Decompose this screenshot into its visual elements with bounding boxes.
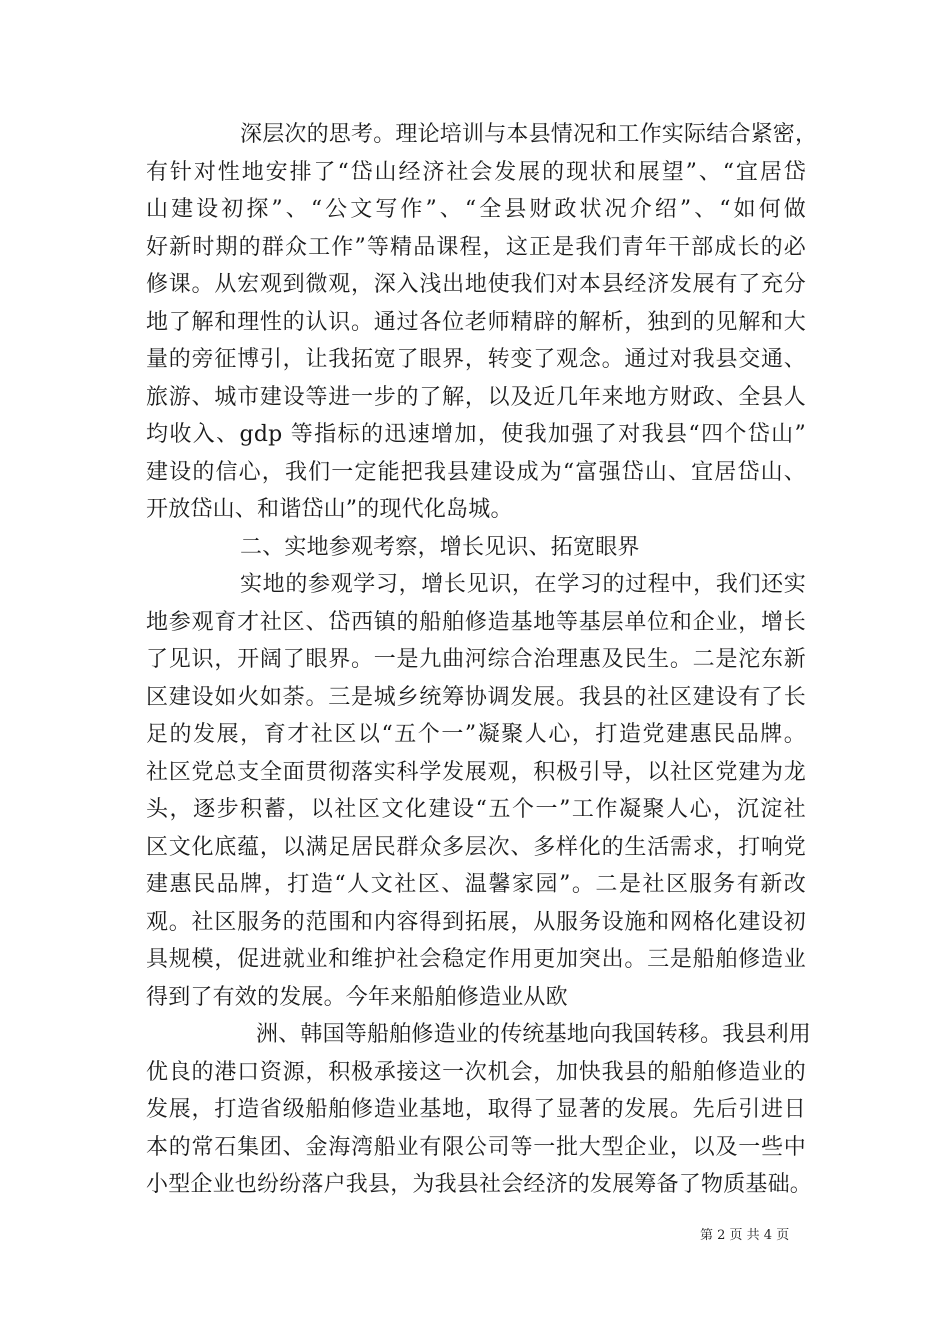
- text-line: 优良的港口资源，积极承接这一次机会，加快我县的船舶修造业的: [146, 1060, 806, 1085]
- text-line: 区文化底蕴，以满足居民群众多层次、多样化的生活需求，打响党: [146, 835, 806, 860]
- text-line: 小型企业也纷纷落户我县，为我县社会经济的发展筹备了物质基础。: [146, 1172, 813, 1197]
- text-line: 建惠民品牌，打造“人文社区、温馨家园”。二是社区服务有新改: [146, 872, 806, 897]
- text-line: 均收入、gdp 等指标的迅速增加，使我加强了对我县“四个岱山”: [146, 422, 806, 447]
- text-line: 好新时期的群众工作”等精品课程，这正是我们青年干部成长的必: [146, 235, 806, 260]
- text-line: 地了解和理性的认识。通过各位老师精辟的解析，独到的见解和大: [146, 310, 806, 335]
- text-line: 具规模，促进就业和维护社会稳定作用更加突出。三是船舶修造业: [146, 947, 806, 972]
- text-line: 社区党总支全面贯彻落实科学发展观，积极引导，以社区党建为龙: [146, 760, 806, 785]
- page-number-footer: 第 2 页 共 4 页: [700, 1228, 790, 1243]
- text-line: 发展，打造省级船舶修造业基地，取得了显著的发展。先后引进日: [146, 1097, 806, 1122]
- section-heading: 二、实地参观考察，增长见识、拓宽眼界: [240, 535, 640, 560]
- text-line: 头，逐步积蓄，以社区文化建设“五个一”工作凝聚人心，沉淀社: [146, 797, 806, 822]
- text-line: 山建设初探”、“公文写作”、“全县财政状况介绍”、“如何做: [146, 197, 806, 222]
- text-line: 地参观育才社区、岱西镇的船舶修造基地等基层单位和企业，增长: [146, 610, 806, 635]
- text-line: 量的旁征博引，让我拓宽了眼界，转变了观念。通过对我县交通、: [146, 347, 806, 372]
- text-line: 修课。从宏观到微观，深入浅出地使我们对本县经济发展有了充分: [146, 272, 806, 297]
- text-line: 深层次的思考。理论培训与本县情况和工作实际结合紧密，: [240, 122, 818, 147]
- text-line: 建设的信心，我们一定能把我县建设成为“富强岱山、宜居岱山、: [146, 460, 806, 485]
- text-line: 有针对性地安排了“岱山经济社会发展的现状和展望”、“宜居岱: [146, 160, 806, 185]
- text-line: 实地的参观学习，增长见识，在学习的过程中，我们还实: [240, 572, 806, 597]
- text-line: 了见识，开阔了眼界。一是九曲河综合治理惠及民生。二是沱东新: [146, 647, 806, 672]
- text-line: 得到了有效的发展。今年来船舶修造业从欧: [146, 985, 568, 1010]
- text-line: 本的常石集团、金海湾船业有限公司等一批大型企业，以及一些中: [146, 1135, 806, 1160]
- text-line: 开放岱山、和谐岱山”的现代化岛城。: [146, 497, 513, 522]
- text-line: 洲、韩国等船舶修造业的传统基地向我国转移。我县利用: [256, 1022, 812, 1047]
- text-line: 观。社区服务的范围和内容得到拓展，从服务设施和网格化建设初: [146, 910, 806, 935]
- text-line: 旅游、城市建设等进一步的了解，以及近几年来地方财政、全县人: [146, 385, 806, 410]
- text-line: 足的发展，育才社区以“五个一”凝聚人心，打造党建惠民品牌。: [146, 722, 806, 747]
- text-line: 区建设如火如荼。三是城乡统筹协调发展。我县的社区建设有了长: [146, 685, 806, 710]
